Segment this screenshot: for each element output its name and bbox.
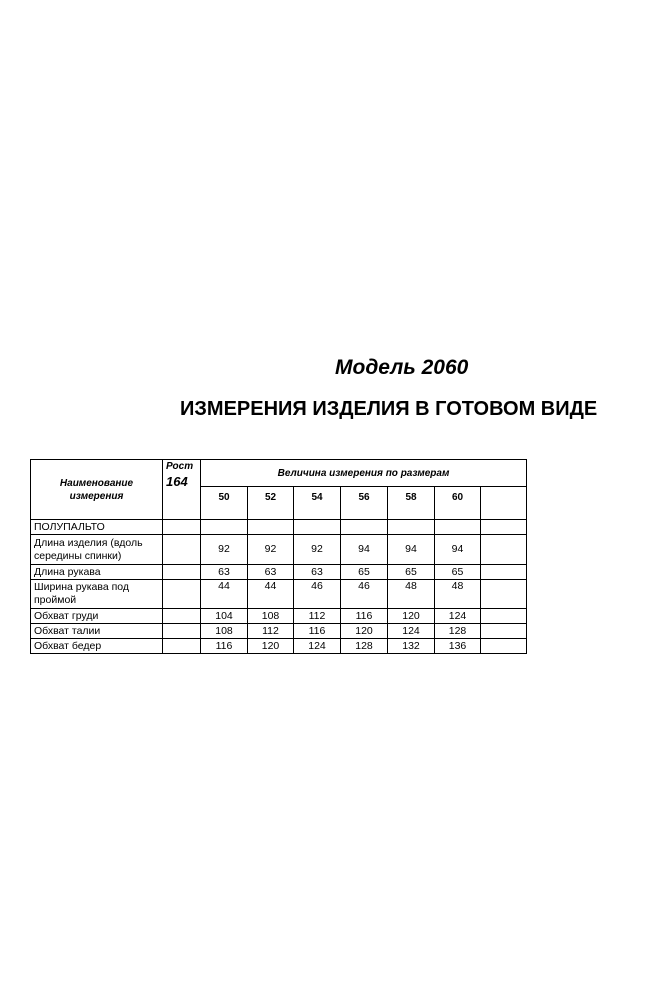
value-cell: 94 (341, 535, 388, 565)
empty-cell (294, 520, 341, 535)
value-cell: 116 (201, 639, 248, 654)
value-cell (481, 565, 527, 580)
value-cell: 48 (435, 580, 481, 609)
section-label: ПОЛУПАЛЬТО (31, 520, 163, 535)
value-cell: 120 (341, 624, 388, 639)
value-cell: 46 (341, 580, 388, 609)
value-cell: 65 (341, 565, 388, 580)
empty-cell (435, 520, 481, 535)
value-cell: 136 (435, 639, 481, 654)
value-cell: 104 (201, 609, 248, 624)
table-row (31, 580, 527, 609)
value-cell (481, 609, 527, 624)
size-cell: 58 (388, 487, 435, 520)
row-label: Длина изделия (вдоль середины спинки) (31, 535, 163, 565)
value-cell: 48 (388, 580, 435, 609)
value-cell: 44 (201, 580, 248, 609)
size-cell: 56 (341, 487, 388, 520)
measurement-table (30, 459, 527, 654)
size-cell: 60 (435, 487, 481, 520)
value-cell: 92 (294, 535, 341, 565)
value-cell: 124 (388, 624, 435, 639)
size-cell: 54 (294, 487, 341, 520)
value-cell: 108 (201, 624, 248, 639)
empty-cell (163, 580, 201, 609)
empty-cell (163, 609, 201, 624)
empty-cell (201, 520, 248, 535)
value-cell: 63 (294, 565, 341, 580)
table-row (31, 565, 527, 580)
height-header (163, 460, 201, 520)
name-column-header: Наименование измерения (31, 460, 163, 520)
empty-cell (341, 520, 388, 535)
empty-cell (163, 639, 201, 654)
empty-cell (163, 565, 201, 580)
value-cell: 65 (435, 565, 481, 580)
value-cell: 116 (341, 609, 388, 624)
size-cell: 52 (248, 487, 294, 520)
model-title: Модель 2060 (335, 356, 469, 379)
value-cell: 108 (248, 609, 294, 624)
size-cell: 50 (201, 487, 248, 520)
height-value: 164 (166, 474, 188, 489)
value-cell (481, 624, 527, 639)
row-label: Обхват бедер (31, 639, 163, 654)
value-cell: 112 (294, 609, 341, 624)
empty-cell (481, 520, 527, 535)
value-cell: 120 (248, 639, 294, 654)
table-row (31, 639, 527, 654)
value-cell: 128 (341, 639, 388, 654)
value-cell (481, 639, 527, 654)
size-cell (481, 487, 527, 520)
value-cell: 124 (435, 609, 481, 624)
document-title: ИЗМЕРЕНИЯ ИЗДЕЛИЯ В ГОТОВОМ ВИДЕ (180, 398, 598, 420)
header-row (31, 460, 527, 487)
sizes-header: Величина измерения по размерам (201, 460, 527, 487)
table-row (31, 624, 527, 639)
row-label: Обхват талии (31, 624, 163, 639)
section-row (31, 520, 527, 535)
row-label: Обхват груди (31, 609, 163, 624)
value-cell: 92 (248, 535, 294, 565)
height-label: Рост (166, 461, 194, 472)
value-cell: 112 (248, 624, 294, 639)
value-cell: 124 (294, 639, 341, 654)
value-cell: 120 (388, 609, 435, 624)
table-row (31, 535, 527, 565)
value-cell: 132 (388, 639, 435, 654)
value-cell: 94 (435, 535, 481, 565)
value-cell: 94 (388, 535, 435, 565)
value-cell (481, 535, 527, 565)
empty-cell (388, 520, 435, 535)
empty-cell (248, 520, 294, 535)
value-cell: 44 (248, 580, 294, 609)
table-row (31, 609, 527, 624)
row-label: Длина рукава (31, 565, 163, 580)
empty-cell (163, 535, 201, 565)
value-cell: 46 (294, 580, 341, 609)
value-cell: 63 (248, 565, 294, 580)
empty-cell (163, 624, 201, 639)
value-cell: 92 (201, 535, 248, 565)
value-cell: 63 (201, 565, 248, 580)
value-cell: 116 (294, 624, 341, 639)
value-cell (481, 580, 527, 609)
value-cell: 128 (435, 624, 481, 639)
row-label: Ширина рукава под проймой (31, 580, 163, 609)
value-cell: 65 (388, 565, 435, 580)
empty-cell (163, 520, 201, 535)
